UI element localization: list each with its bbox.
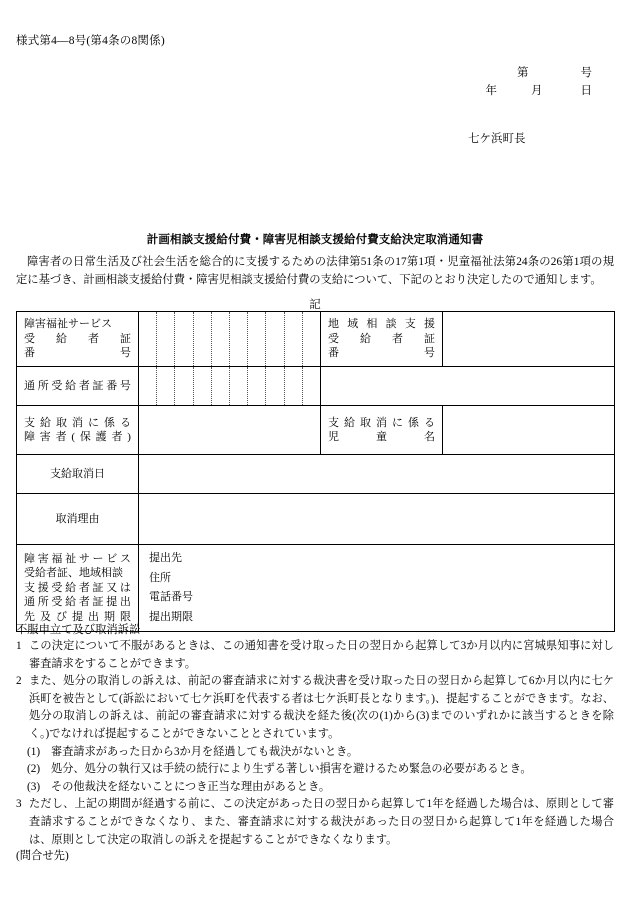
- digit-cells[interactable]: [139, 312, 320, 366]
- submission-details[interactable]: [139, 545, 615, 632]
- label-line: 支 給 取 消 に 係 る: [328, 416, 435, 429]
- input-daycare-number-extra[interactable]: [321, 367, 615, 406]
- label-cancellation-date: 支給取消日: [17, 455, 139, 494]
- label-line: 受 給 者 証: [24, 332, 131, 345]
- notice-sub-item-text: 審査請求があった日から3か月を経過しても裁決がないとき。: [51, 745, 359, 758]
- ki-heading: 記: [309, 299, 321, 311]
- digit-cell[interactable]: [230, 367, 248, 405]
- appeal-notice-section: [16, 621, 614, 849]
- notice-sub-item-text: 処分、処分の執行又は手続の続行により生ずる著しい損害を避けるため緊急の必要があるとき。: [51, 763, 532, 776]
- input-welfare-service-certificate-number[interactable]: [139, 312, 321, 367]
- table-row-cancellation-date: [17, 455, 615, 494]
- digit-cell[interactable]: [266, 312, 284, 366]
- digit-cell[interactable]: [212, 312, 230, 366]
- digit-cell[interactable]: [230, 312, 248, 366]
- form-table: [16, 311, 615, 632]
- digit-cell[interactable]: [303, 312, 320, 366]
- input-cancellation-reason[interactable]: [139, 494, 615, 545]
- digit-cell[interactable]: [175, 312, 193, 366]
- digit-cell[interactable]: [303, 367, 320, 405]
- submission-line-phone[interactable]: 電話番号: [149, 591, 193, 603]
- digit-cell[interactable]: [139, 312, 157, 366]
- date-year-label: 年: [485, 85, 497, 97]
- label-subject-child: [321, 406, 443, 455]
- date-day-label: 日: [580, 85, 592, 97]
- notice-item-text: この決定について不服があるときは、この通知書を受け取った日の翌日から起算して3か月以内に宮城県知事に対し審査請求をすることができます。: [29, 640, 614, 670]
- digit-cell[interactable]: [248, 367, 266, 405]
- input-subject-person-name[interactable]: [139, 406, 321, 455]
- label-line: 支 給 取 消 に 係 る: [24, 416, 131, 429]
- input-regional-consultation-certificate-number[interactable]: [443, 312, 615, 367]
- label-line: 障 害 者 ( 保 護 者 ): [24, 431, 131, 443]
- notice-sub-item-number: (3): [27, 780, 41, 793]
- digit-cell[interactable]: [139, 367, 157, 405]
- digit-cell[interactable]: [285, 367, 303, 405]
- table-row-daycare-number: [17, 367, 615, 406]
- notice-sub-item: [16, 744, 614, 762]
- notice-sub-item: [16, 779, 614, 797]
- digit-cell[interactable]: [157, 312, 175, 366]
- notice-item: [16, 796, 614, 849]
- digit-cell[interactable]: [266, 367, 284, 405]
- label-certificate-submission: [17, 545, 139, 632]
- number-prefix-label: 第: [517, 67, 529, 79]
- form-code: 様式第4―8号(第4条の8関係): [16, 35, 165, 47]
- table-row-subject-names: [17, 406, 615, 455]
- label-line-text: 受給者証、地域相談: [24, 567, 123, 580]
- digit-cell[interactable]: [248, 312, 266, 366]
- legal-basis-paragraph: 障害者の日常生活及び社会生活を総合的に支援するための法律第51条の17第1項・児童福祉法第24条の26第1項の規定に基づき、計画相談支援給付費・障害児相談支援給付費の支給について、下記のとおり決定したので通知します。: [16, 256, 614, 286]
- notice-item-number: 1: [16, 640, 22, 652]
- digit-cell[interactable]: [157, 367, 175, 405]
- notice-sub-item: [16, 761, 614, 779]
- label-line: 通 所 受 給 者 証 提 出: [24, 596, 131, 609]
- document-title: 計画相談支援給付費・障害児相談支援給付費支給決定取消通知書: [146, 234, 484, 246]
- digit-cell[interactable]: [285, 312, 303, 366]
- notice-item-text: ただし、上記の期間が経過する前に、この決定があった日の翌日から起算して1年を経過した場合は、原則として審査請求することができなくなり、また、審査請求に対する裁決があった日の翌日から起算して1年を経過した場合は、原則として決定の取消しの訴えを提起することができなくなります。: [29, 798, 614, 846]
- digit-cell[interactable]: [175, 367, 193, 405]
- digit-cell[interactable]: [194, 312, 212, 366]
- notice-item-number: 3: [16, 798, 22, 811]
- document-date-line: [486, 82, 593, 98]
- input-daycare-certificate-number[interactable]: [139, 367, 321, 406]
- submission-line-destination[interactable]: 提出先: [149, 552, 182, 564]
- number-suffix-label: 号: [580, 67, 592, 79]
- notice-item-number: 2: [16, 675, 22, 688]
- appeal-notice-heading: 不服申立て及び取消訴訟: [16, 624, 141, 636]
- label-line: [21, 317, 134, 332]
- table-row-submission: [17, 545, 615, 632]
- contact-label: (問合せ先): [16, 850, 69, 862]
- form-table-wrapper: [16, 311, 614, 632]
- table-row-cancellation-reason: [17, 494, 615, 545]
- label-line: 障 害 福 祉 サ ー ビ ス: [24, 552, 131, 565]
- label-line: 番 号: [328, 347, 435, 360]
- input-cancellation-date[interactable]: [139, 455, 615, 494]
- label-daycare-certificate-number: [17, 367, 139, 406]
- document-number-line: [517, 64, 592, 80]
- table-row-recipient-numbers: [17, 312, 615, 367]
- notice-sub-item-number: (1): [27, 745, 41, 758]
- date-month-label: 月: [531, 85, 543, 97]
- issuer-name: 七ケ浜町長: [468, 133, 526, 145]
- notice-item: [16, 673, 614, 743]
- label-regional-consultation-certificate-number: [321, 312, 443, 367]
- label-line-text: 障害福祉サービス: [24, 318, 112, 331]
- notice-sub-list: [16, 744, 614, 797]
- digit-cells[interactable]: [139, 367, 320, 405]
- input-subject-child-name[interactable]: [443, 406, 615, 455]
- digit-cell[interactable]: [194, 367, 212, 405]
- label-cancellation-reason: 取消理由: [17, 494, 139, 545]
- notice-sub-item-number: (2): [27, 763, 41, 776]
- label-line: 先 及 び 提 出 期 限: [24, 610, 131, 623]
- label-subject-person: [17, 406, 139, 455]
- notice-item-text: また、処分の取消しの訴えは、前記の審査請求に対する裁決書を受け取った日の翌日から起算して6か月以内に七ケ浜町を被告として(訴訟において七ケ浜町を代表する者は七ケ浜町長となります。)、提起することができます。なお、処分の取消しの訴えは、前記の審査請求に対する裁決を経た後(次の(1)から(3)までのいずれかに該当するときを除く。)でなければ提起することができないこととされています。: [29, 675, 614, 740]
- label-line: 受 給 者 証: [328, 332, 435, 345]
- digit-cell[interactable]: [212, 367, 230, 405]
- label-line: 通 所 受 給 者 証 番 号: [24, 379, 131, 392]
- label-welfare-service-certificate-number: [17, 312, 139, 367]
- submission-line-deadline[interactable]: 提出期限: [149, 610, 193, 623]
- submission-line-address[interactable]: 住所: [149, 571, 171, 584]
- label-line: 児 童 名: [328, 431, 435, 443]
- label-line: 番 号: [24, 347, 131, 360]
- label-line: [21, 566, 134, 581]
- notice-sub-item-text: その他裁決を経ないことにつき正当な理由があるとき。: [51, 780, 331, 793]
- notice-item: [16, 638, 614, 673]
- label-line: 支 援 受 給 者 証 又 は: [24, 581, 131, 594]
- label-line: 地 域 相 談 支 援: [328, 318, 435, 331]
